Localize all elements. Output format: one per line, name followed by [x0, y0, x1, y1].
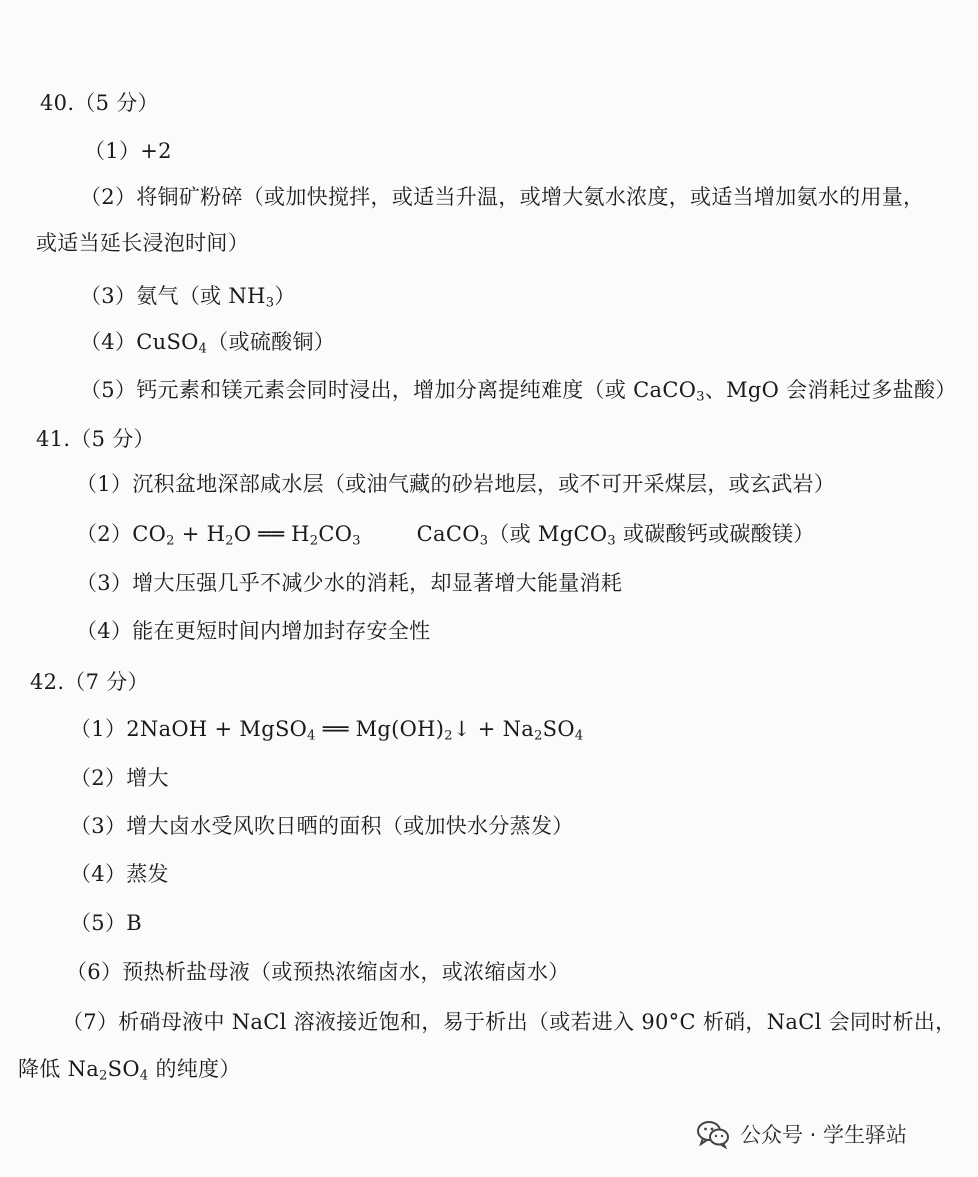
q40-answer-4: （4）CuSO$_4$（或硫酸铜）	[80, 330, 336, 357]
q40-answer-2-line2: 或适当延长浸泡时间）	[36, 231, 249, 255]
q42-answer-6: （6）预热析盐母液（或预热浓缩卤水，或浓缩卤水）	[66, 960, 570, 984]
q42-answer-5: （5）B	[70, 911, 142, 935]
wechat-icon	[696, 1119, 730, 1149]
q42-answer-4: （4）蒸发	[70, 862, 169, 886]
q40-answer-3: （3）氨气（或 $NH_3$）	[80, 284, 296, 311]
q41-answer-4: （4）能在更短时间内增加封存安全性	[76, 619, 431, 643]
q41-answer-2: $(2)CO_2 + H_2O$ ══ $H_2CO_3$ CaCO$_3$（或 MgCO$_3$ 或碳酸钙或碳酸镁）	[76, 522, 815, 549]
watermark-text: 公众号 · 学生驿站	[740, 1123, 908, 1147]
q41-answer-3: （3）增大压强几乎不减少水的消耗，却显著增大能量消耗	[76, 571, 623, 595]
q42-heading: 42.（7 分）	[30, 670, 149, 694]
q42-answer-7-line2: 降低 $Na_2SO_4$ 的纯度）	[18, 1057, 241, 1084]
q40-answer-2-line1: （2）将铜矿粉碎（或加快搅拌，或适当升温，或增大氨水浓度，或适当增加氨水的用量，	[80, 185, 925, 209]
q42-answer-2: （2）增大	[70, 766, 169, 790]
q42-answer-1: （1）2NaOH + MgSO$_4$ ══ $Mg(OH)_2↓ + Na_2SO_4$	[70, 717, 584, 744]
q41-answer-1: （1）沉积盆地深部咸水层（或油气藏的砂岩地层，或不可开采煤层，或玄武岩）	[76, 472, 836, 496]
q40-answer-1: （1）+2	[84, 139, 172, 163]
q42-answer-3: （3）增大卤水受风吹日晒的面积（或加快水分蒸发）	[70, 814, 574, 838]
q40-heading: 40.（5 分）	[40, 91, 159, 115]
q42-answer-7-line1: （7）析硝母液中 NaCl 溶液接近饱和，易于析出（或若进入 90°C 析硝，NaCl 会同时析出，	[62, 1010, 957, 1034]
watermark	[696, 1118, 907, 1150]
q40-answer-5: （5）钙元素和镁元素会同时浸出，增加分离提纯难度（或 CaCO$_3$、MgO 会消耗过多盐酸）	[80, 378, 957, 405]
q41-heading: 41.（5 分）	[36, 427, 155, 451]
